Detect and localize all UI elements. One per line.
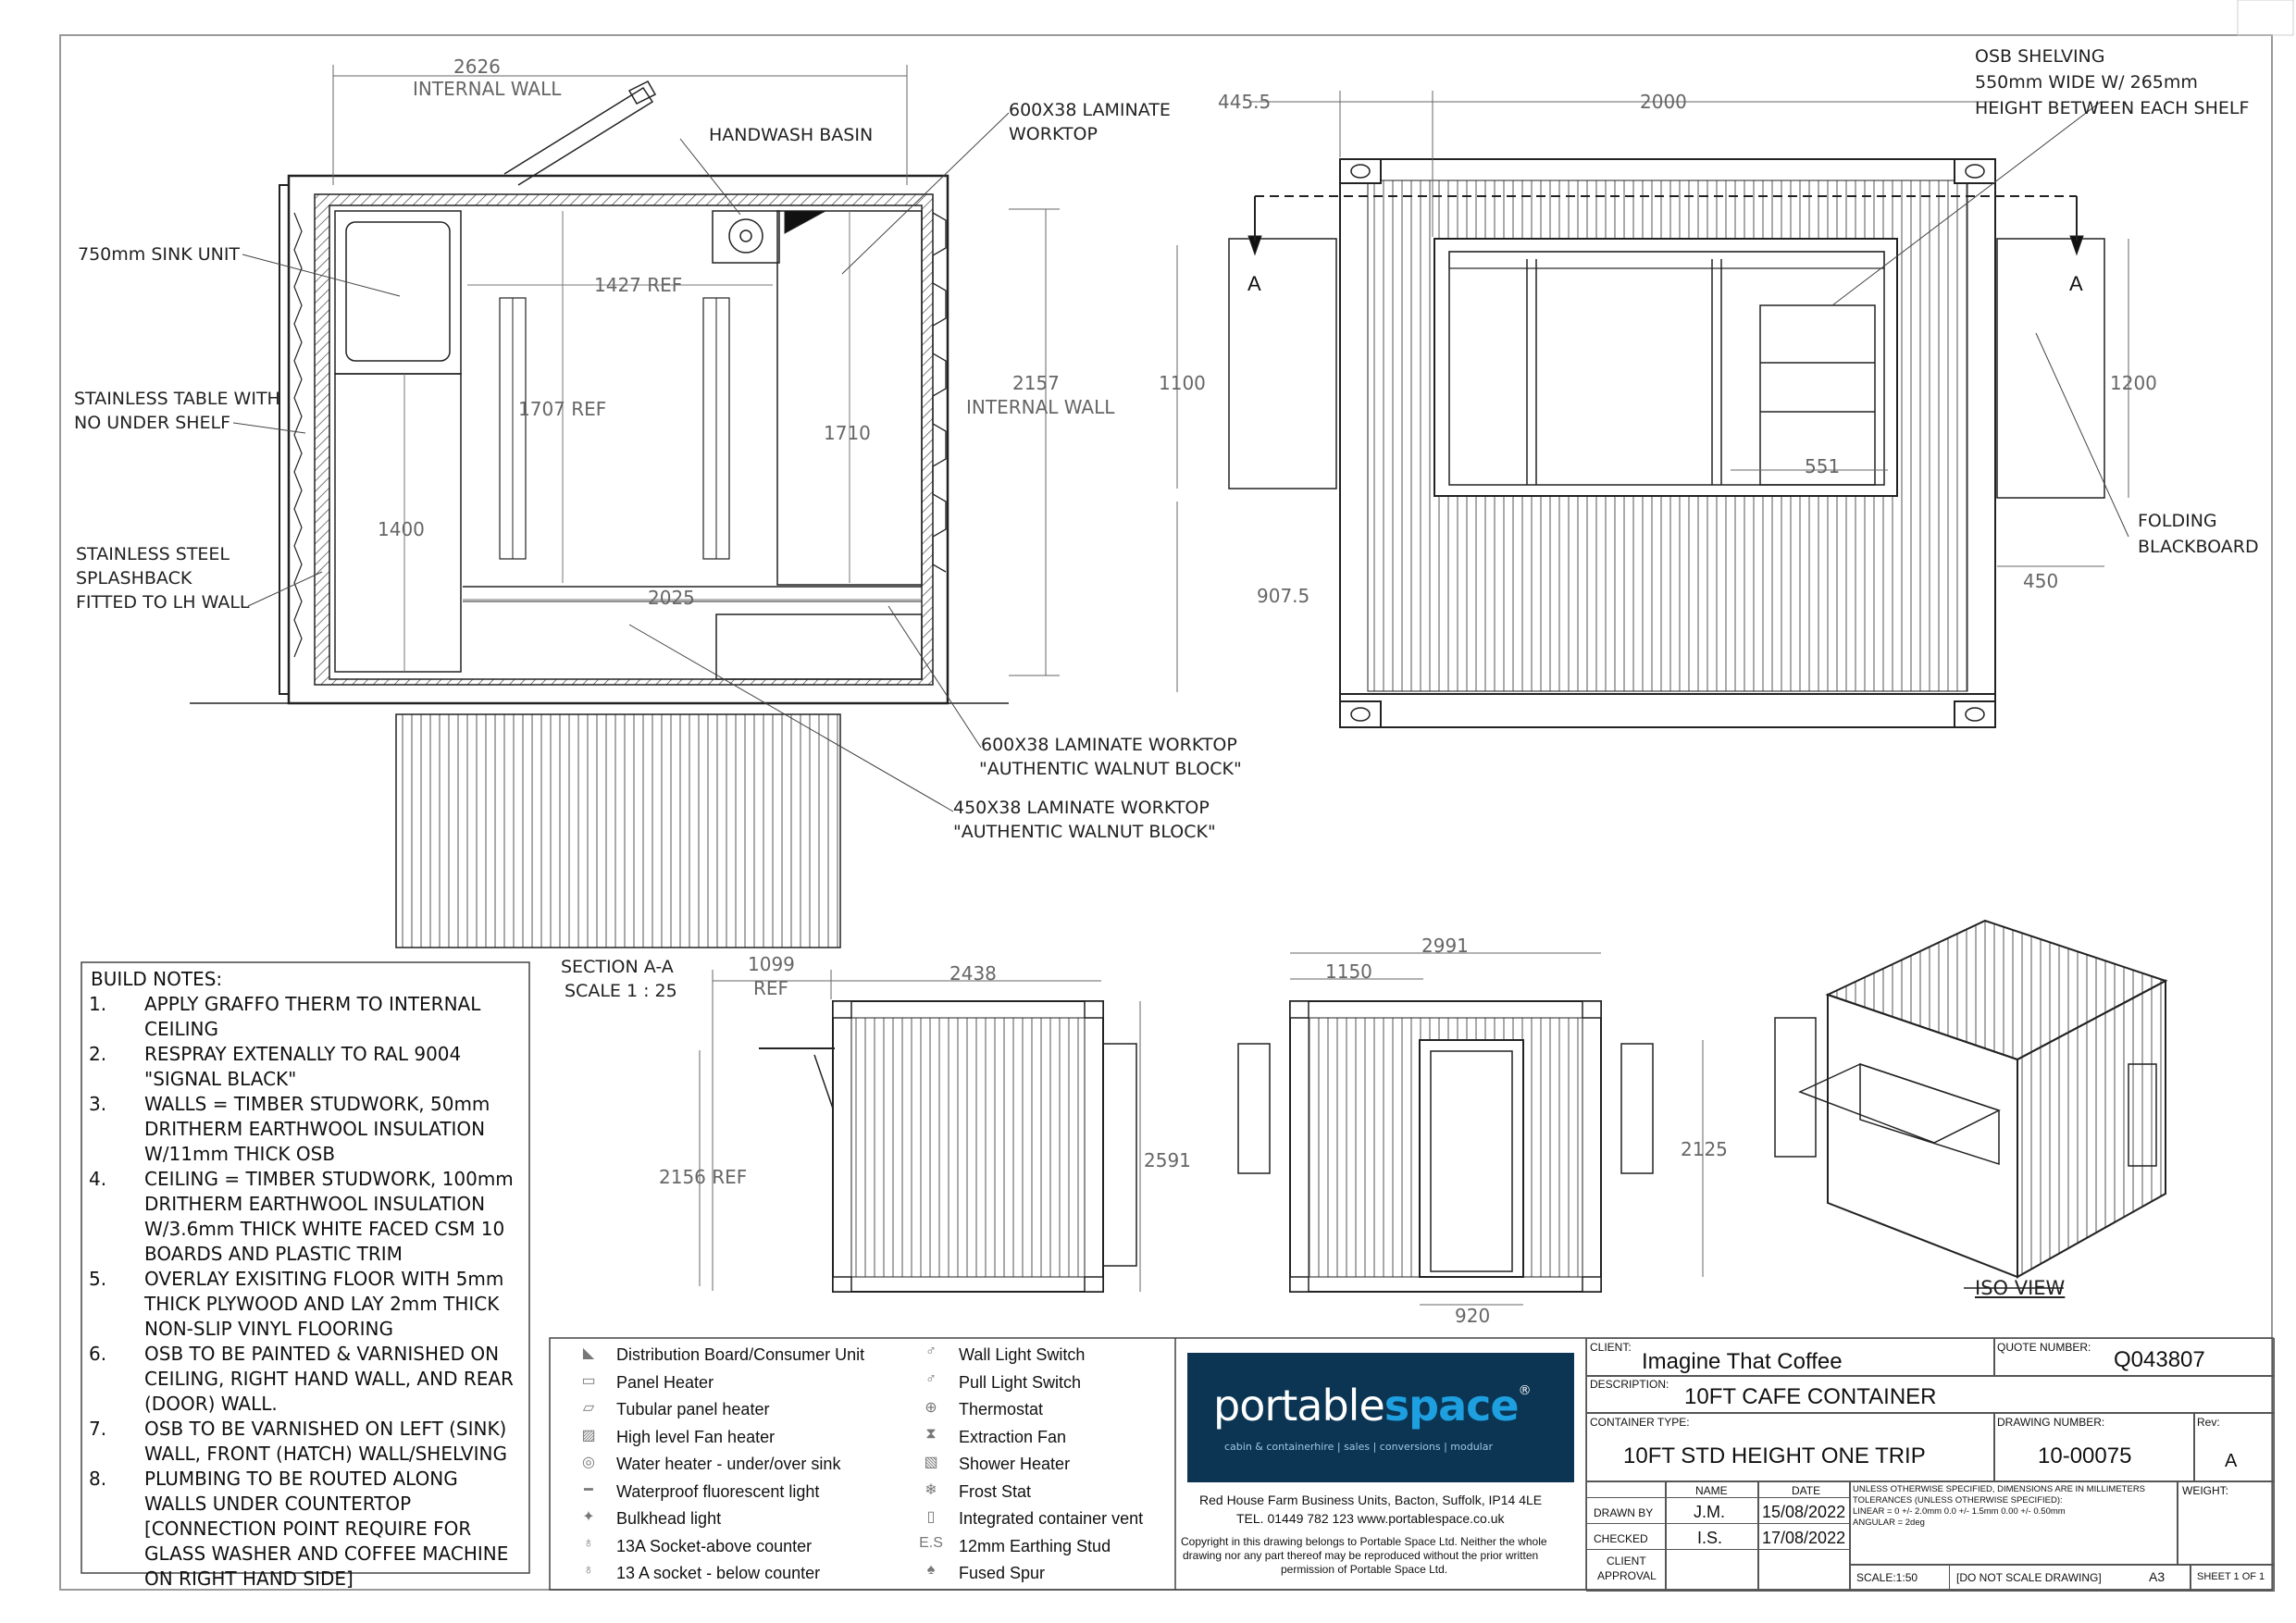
iso-view: [1775, 921, 2166, 1288]
osb-shelving-label-2: 550mm WIDE W/ 265mm: [1975, 72, 2198, 93]
dim-920: 920: [1455, 1305, 1491, 1327]
dim-907: 907.5: [1257, 585, 1310, 607]
dim-2991: 2991: [1421, 935, 1469, 957]
section-scale: SCALE 1 : 25: [565, 981, 677, 1001]
section-title: SECTION A-A: [561, 957, 674, 977]
splashback-label-3: FITTED TO LH WALL: [76, 592, 250, 613]
tolerance-line-4: ANGULAR = 2deg: [1853, 1518, 1925, 1528]
stainless-table-label-1: STAINLESS TABLE WITH: [74, 389, 280, 409]
worktop-450-label-1: 450X38 LAMINATE WORKTOP: [953, 798, 1210, 818]
fan-heater-icon: ▨: [581, 1427, 596, 1443]
dim-551: 551: [1805, 455, 1841, 477]
legend-label: Pull Light Switch: [959, 1372, 1082, 1392]
copyright-line-1: Copyright in this drawing belongs to Portable Space Ltd. Neither the whole: [1181, 1535, 1547, 1548]
legend-label: Water heater - under/over sink: [616, 1455, 841, 1473]
build-note-number: 6.: [89, 1343, 107, 1365]
legend-right-column: [912, 1344, 1172, 1586]
handwash-basin-label: HANDWASH BASIN: [709, 125, 874, 145]
stainless-table-label-2: NO UNDER SHELF: [74, 413, 231, 433]
frost-stat-icon: ❄: [925, 1481, 937, 1498]
company-logo: [1187, 1353, 1574, 1482]
build-note-text: OSB TO BE VARNISHED ON LEFT (SINK) WALL, FRONT (HATCH) WALL/SHELVING: [144, 1418, 507, 1465]
build-note-item: [89, 1267, 524, 1342]
pull-switch-icon: ♂: [925, 1370, 937, 1387]
dim-1100: 1100: [1159, 372, 1206, 394]
drawing-number-label: DRAWING NUMBER:: [1997, 1416, 2105, 1429]
build-note-text: APPLY GRAFFO THERM TO INTERNAL CEILING: [144, 993, 481, 1040]
legend-label: Shower Heater: [959, 1455, 1071, 1473]
quote-value: Q043807: [2114, 1347, 2205, 1372]
legend-label: Frost Stat: [959, 1481, 1032, 1501]
dim-2000: 2000: [1640, 91, 1687, 113]
dim-2626: 2626: [453, 56, 501, 78]
company-contact: TEL. 01449 782 123 www.portablespace.co.uk: [1236, 1511, 1505, 1526]
container-type-label: CONTAINER TYPE:: [1590, 1416, 1690, 1429]
company-address: Red House Farm Business Units, Bacton, Suffolk, IP14 4LE: [1199, 1493, 1543, 1507]
sink-unit-label: 750mm SINK UNIT: [78, 244, 241, 265]
dim-1710: 1710: [824, 422, 871, 444]
client-approval-label-1: CLIENT: [1607, 1555, 1646, 1567]
tubular-heater-icon: ▱: [582, 1400, 595, 1416]
tolerance-line-3: LINEAR = 0 +/- 2.0mm 0.0 +/- 1.5mm 0.00 +/- 0.50mm: [1853, 1506, 2066, 1517]
drawn-by-name: J.M.: [1694, 1503, 1725, 1521]
legend-label: 12mm Earthing Stud: [959, 1536, 1111, 1555]
splashback-label-1: STAINLESS STEEL: [76, 544, 230, 564]
internal-wall-label-top: INTERNAL WALL: [413, 78, 562, 100]
client-approval-label-2: APPROVAL: [1597, 1569, 1657, 1582]
legend-label: Wall Light Switch: [959, 1345, 1086, 1364]
dim-445: 445.5: [1218, 91, 1272, 113]
rev-label: Rev:: [2197, 1416, 2220, 1429]
logo-registered-mark: ®: [1518, 1383, 1531, 1398]
osb-shelving-label-3: HEIGHT BETWEEN EACH SHELF: [1975, 98, 2250, 118]
build-note-number: 1.: [89, 993, 107, 1015]
fused-spur-icon: ♠: [926, 1562, 936, 1578]
front-elevation: [1177, 91, 2128, 727]
paper-size: A3: [2149, 1569, 2166, 1584]
copyright-line-3: permission of Portable Space Ltd.: [1281, 1563, 1448, 1576]
dim-2591: 2591: [1144, 1149, 1191, 1171]
build-note-number: 2.: [89, 1043, 107, 1065]
name-header: NAME: [1695, 1484, 1728, 1497]
drawn-by-label: DRAWN BY: [1594, 1506, 1654, 1519]
wall-switch-icon: ♂: [925, 1344, 937, 1359]
drawn-date: 15/08/2022: [1762, 1503, 1846, 1521]
laminate-worktop-label-1: 600X38 LAMINATE: [1009, 100, 1171, 120]
dim-1150: 1150: [1325, 960, 1372, 983]
legend-label: Thermostat: [959, 1400, 1044, 1419]
build-note-text: PLUMBING TO BE ROUTED ALONG WALLS UNDER COUNTERTOP [CONNECTION POINT REQUIRE FOR GLASS WASHER AND COFFEE MACHINE ON RIGHT HAND SIDE]: [144, 1468, 509, 1590]
tolerance-line-2: TOLERANCES (UNLESS OTHERWISE SPECIFIED):: [1853, 1495, 2063, 1505]
worktop-600-label-1: 600X38 LAMINATE WORKTOP: [981, 735, 1237, 755]
build-note-number: 7.: [89, 1418, 107, 1440]
logo-text-portable: portable: [1213, 1381, 1384, 1431]
dim-1099-ref: REF: [753, 977, 789, 999]
drawing-number-value: 10-00075: [2038, 1443, 2132, 1468]
worktop-450-label-2: "AUTHENTIC WALNUT BLOCK": [953, 822, 1216, 842]
rev-value: A: [2225, 1451, 2238, 1471]
internal-wall-label-right: INTERNAL WALL: [966, 396, 1115, 418]
dim-1707: 1707 REF: [518, 398, 607, 420]
legend-label: Panel Heater: [616, 1372, 714, 1392]
panel-heater-icon: ▭: [581, 1372, 596, 1389]
distribution-board-icon: ◣: [582, 1345, 595, 1361]
client-label: CLIENT:: [1590, 1341, 1632, 1354]
iso-view-label: ISO VIEW: [1975, 1277, 2066, 1299]
dim-2125: 2125: [1681, 1138, 1728, 1160]
extraction-fan-icon: ⧗: [925, 1425, 937, 1442]
tolerance-line-1: UNLESS OTHERWISE SPECIFIED, DIMENSIONS ARE IN MILLIMETERS: [1853, 1484, 2146, 1494]
worktop-600-label-2: "AUTHENTIC WALNUT BLOCK": [979, 759, 1242, 779]
date-header: DATE: [1792, 1484, 1821, 1497]
build-note-item: [89, 992, 524, 1042]
legend-label: High level Fan heater: [616, 1427, 776, 1446]
build-note-number: 5.: [89, 1268, 107, 1290]
build-note-text: WALLS = TIMBER STUDWORK, 50mm DRITHERM EARTHWOOL INSULATION W/11mm THICK OSB: [144, 1093, 490, 1165]
build-note-item: [89, 1042, 524, 1092]
folding-blackboard-label-2: BLACKBOARD: [2138, 537, 2259, 557]
checked-name: I.S.: [1697, 1529, 1723, 1547]
description-label: DESCRIPTION:: [1590, 1378, 1669, 1391]
checked-date: 17/08/2022: [1762, 1529, 1846, 1547]
weight-label: WEIGHT:: [2182, 1484, 2228, 1497]
dim-450: 450: [2023, 570, 2059, 592]
laminate-worktop-label-2: WORKTOP: [1009, 124, 1098, 144]
build-note-number: 8.: [89, 1468, 107, 1490]
bulkhead-light-icon: ✦: [582, 1509, 595, 1525]
dim-1400: 1400: [378, 518, 425, 540]
legend-label: Extraction Fan: [959, 1427, 1067, 1446]
build-note-text: RESPRAY EXTENALLY TO RAL 9004 "SIGNAL BLACK": [144, 1043, 462, 1090]
build-note-item: [89, 1167, 524, 1267]
legend-label: Waterproof fluorescent light: [616, 1481, 820, 1501]
osb-shelving-label-1: OSB SHELVING: [1975, 46, 2105, 67]
logo-text-space: space: [1384, 1381, 1519, 1431]
splashback-label-2: SPLASHBACK: [76, 568, 192, 588]
build-notes-title: BUILD NOTES:: [91, 968, 223, 990]
socket-below-icon: ♁: [583, 1562, 594, 1578]
section-marker-a-left: A: [1247, 272, 1261, 295]
dim-2156: 2156 REF: [659, 1166, 748, 1188]
dim-2025: 2025: [648, 587, 695, 609]
sheet-number: SHEET 1 OF 1: [2197, 1571, 2265, 1582]
build-note-item: [89, 1467, 524, 1592]
water-heater-icon: ◎: [582, 1455, 595, 1470]
do-not-scale-note: [DO NOT SCALE DRAWING]: [1956, 1571, 2102, 1584]
legend-label: 13 A socket - below counter: [616, 1564, 821, 1582]
socket-above-icon: ♁: [583, 1534, 594, 1551]
dim-1427: 1427 REF: [594, 274, 683, 296]
logo-tagline: cabin & containerhire | sales | conversions | modular: [1224, 1441, 1493, 1453]
legend-label: Tubular panel heater: [616, 1400, 770, 1419]
container-type-value: 10FT STD HEIGHT ONE TRIP: [1623, 1443, 1926, 1468]
client-value: Imagine That Coffee: [1642, 1349, 1843, 1374]
rear-elevation: [1238, 953, 1703, 1305]
build-note-item: [89, 1092, 524, 1167]
thermostat-icon: ⊕: [925, 1400, 937, 1416]
section-view: [700, 970, 1140, 1292]
build-note-text: OVERLAY EXISITING FLOOR WITH 5mm THICK PLYWOOD AND LAY 2mm THICK NON-SLIP VINYL FLOORING: [144, 1268, 504, 1340]
dim-1200: 1200: [2110, 372, 2157, 394]
section-marker-a-right: A: [2069, 272, 2083, 295]
legend-label: Integrated container vent: [959, 1509, 1144, 1528]
legend-label: 13A Socket-above counter: [616, 1536, 813, 1555]
dim-1099: 1099: [748, 953, 795, 975]
container-vent-icon: ▯: [926, 1509, 936, 1525]
checked-label: CHECKED: [1594, 1532, 1648, 1545]
description-value: 10FT CAFE CONTAINER: [1684, 1384, 1937, 1409]
legend-label: Fused Spur: [959, 1564, 1046, 1582]
legend-label: Distribution Board/Consumer Unit: [616, 1345, 865, 1364]
dim-2157: 2157: [1012, 372, 1060, 394]
quote-label: QUOTE NUMBER:: [1997, 1341, 2091, 1354]
dim-2438: 2438: [949, 962, 997, 985]
build-note-number: 4.: [89, 1168, 107, 1190]
title-block: [1586, 1338, 2273, 1590]
copyright-line-2: drawing nor any part thereof may be reproduced without the prior written: [1183, 1549, 1539, 1562]
folding-blackboard-label-1: FOLDING: [2138, 511, 2217, 531]
legend-left-column: [570, 1344, 885, 1586]
build-note-item: [89, 1342, 524, 1417]
build-note-item: [89, 1417, 524, 1467]
legend-label: Bulkhead light: [616, 1509, 722, 1528]
fluorescent-light-icon: ━: [584, 1481, 593, 1498]
earthing-stud-icon: E.S: [919, 1534, 943, 1551]
scale-value: SCALE:1:50: [1856, 1571, 1918, 1584]
build-note-text: OSB TO BE PAINTED & VARNISHED ON CEILING, RIGHT HAND WALL, AND REAR (DOOR) WALL.: [144, 1343, 514, 1415]
build-note-text: CEILING = TIMBER STUDWORK, 100mm DRITHERM EARTHWOOL INSULATION W/3.6mm THICK WHITE FACED CSM 10 BOARDS AND PLASTIC TRIM: [144, 1168, 514, 1265]
plan-view: [190, 65, 1060, 948]
build-note-number: 3.: [89, 1093, 107, 1115]
shower-heater-icon: ▧: [924, 1455, 938, 1470]
build-notes: [81, 962, 529, 1590]
